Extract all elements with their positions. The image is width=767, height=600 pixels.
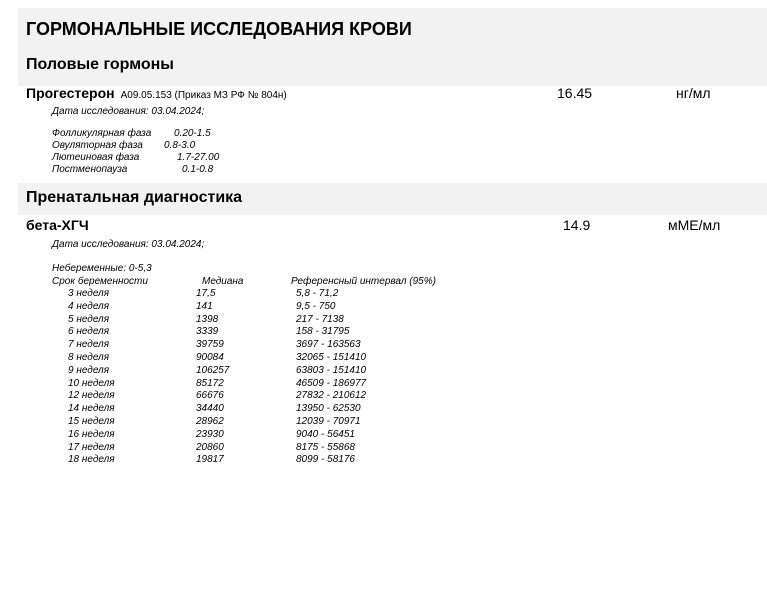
cell-interval: 8099 - 58176 — [296, 454, 355, 466]
cell-interval: 13950 - 62530 — [296, 403, 361, 415]
ref-range: 1.7-27.00 — [177, 152, 220, 163]
cell-interval: 32065 - 151410 — [296, 352, 367, 363]
test-value-progesterone: 16.45 — [557, 85, 593, 101]
cell-term: 7 неделя — [68, 339, 110, 351]
cell-median: 90084 — [196, 352, 224, 363]
test-name-label: Прогестерон — [26, 85, 115, 101]
table-row — [52, 442, 472, 454]
table-row — [52, 339, 472, 351]
test-unit-progesterone: нг/мл — [676, 85, 711, 101]
cell-median: 17,5 — [196, 288, 216, 299]
header-term: Срок беременности — [52, 276, 148, 287]
cell-median: 1398 — [196, 313, 219, 325]
table-row — [52, 365, 472, 377]
cell-median: 19817 — [196, 454, 224, 466]
ref-row-ovulatory — [52, 140, 312, 152]
cell-interval: 9,5 - 750 — [296, 300, 336, 312]
cell-median: 141 — [196, 300, 213, 312]
cell-interval: 217 - 7138 — [296, 313, 344, 325]
cell-median: 23930 — [196, 428, 224, 440]
ref-range: 0.1-0.8 — [182, 164, 214, 175]
cell-term: 12 неделя — [68, 390, 115, 402]
cell-term: 3 неделя — [68, 288, 110, 299]
cell-interval: 27832 - 210612 — [296, 390, 367, 402]
cell-interval: 5,8 - 71,2 — [296, 288, 339, 299]
test-name-progesterone — [26, 85, 287, 101]
cell-term: 9 неделя — [68, 364, 110, 376]
ref-range: 0.20-1.5 — [174, 128, 211, 139]
test-date-progesterone: Дата исследования: 03.04.2024; — [52, 106, 205, 117]
table-row — [52, 429, 472, 441]
ref-row-postmenopause — [52, 164, 312, 176]
cell-median: 39759 — [196, 339, 224, 351]
table-header — [52, 276, 472, 288]
ref-row-luteal — [52, 152, 312, 164]
cell-term: 14 неделя — [68, 403, 115, 415]
table-row — [52, 326, 472, 338]
test-unit-bhcg: мМЕ/мл — [668, 217, 721, 233]
test-code: A09.05.153 (Приказ МЗ РФ № 804н) — [120, 90, 287, 101]
cell-term: 4 неделя — [68, 300, 110, 312]
table-row — [52, 288, 472, 300]
cell-term: 17 неделя — [68, 441, 115, 453]
ref-row-follicular — [52, 128, 312, 140]
cell-interval: 158 - 31795 — [296, 326, 350, 338]
cell-term: 10 неделя — [68, 377, 115, 389]
cell-median: 85172 — [196, 377, 224, 389]
header-median: Медиана — [202, 276, 244, 287]
nonpregnant-range: Небеременные: 0-5,3 — [52, 263, 152, 274]
ref-label: Фолликулярная фаза — [52, 128, 152, 139]
ref-label: Лютеиновая фаза — [52, 152, 140, 163]
cell-median: 3339 — [196, 326, 219, 338]
cell-median: 66676 — [196, 390, 224, 402]
cell-term: 15 неделя — [68, 416, 115, 427]
table-row — [52, 314, 472, 326]
cell-interval: 12039 - 70971 — [296, 416, 361, 427]
cell-term: 18 неделя — [68, 454, 115, 466]
table-row — [52, 390, 472, 402]
cell-term: 16 неделя — [68, 428, 115, 440]
cell-median: 106257 — [196, 364, 230, 376]
table-row — [52, 352, 472, 364]
test-name-bhcg: бета-ХГЧ — [26, 217, 89, 233]
cell-interval: 9040 - 56451 — [296, 428, 355, 440]
cell-interval: 8175 - 55868 — [296, 441, 355, 453]
ref-label: Постменопауза — [52, 164, 128, 175]
table-row — [52, 454, 472, 466]
cell-term: 5 неделя — [68, 313, 110, 325]
cell-term: 6 неделя — [68, 326, 110, 338]
section-title-sex-hormones: Половые гормоны — [26, 56, 174, 73]
table-row — [52, 403, 472, 415]
cell-interval: 46509 - 186977 — [296, 377, 367, 389]
page-title: ГОРМОНАЛЬНЫЕ ИССЛЕДОВАНИЯ КРОВИ — [26, 19, 412, 39]
table-row — [52, 416, 472, 428]
table-row — [52, 301, 472, 313]
cell-term: 8 неделя — [68, 352, 110, 363]
ref-label: Овуляторная фаза — [52, 140, 143, 151]
section-title-prenatal: Пренатальная диагностика — [26, 189, 243, 206]
cell-interval: 63803 - 151410 — [296, 364, 367, 376]
test-date-bhcg: Дата исследования: 03.04.2024; — [52, 239, 205, 250]
cell-interval: 3697 - 163563 — [296, 339, 361, 351]
test-value-bhcg: 14.9 — [563, 217, 591, 233]
ref-range: 0.8-3.0 — [164, 140, 196, 151]
cell-median: 28962 — [196, 416, 224, 427]
header-interval: Референсный интервал (95%) — [291, 276, 436, 287]
cell-median: 20860 — [196, 441, 224, 453]
table-row — [52, 378, 472, 390]
cell-median: 34440 — [196, 403, 224, 415]
